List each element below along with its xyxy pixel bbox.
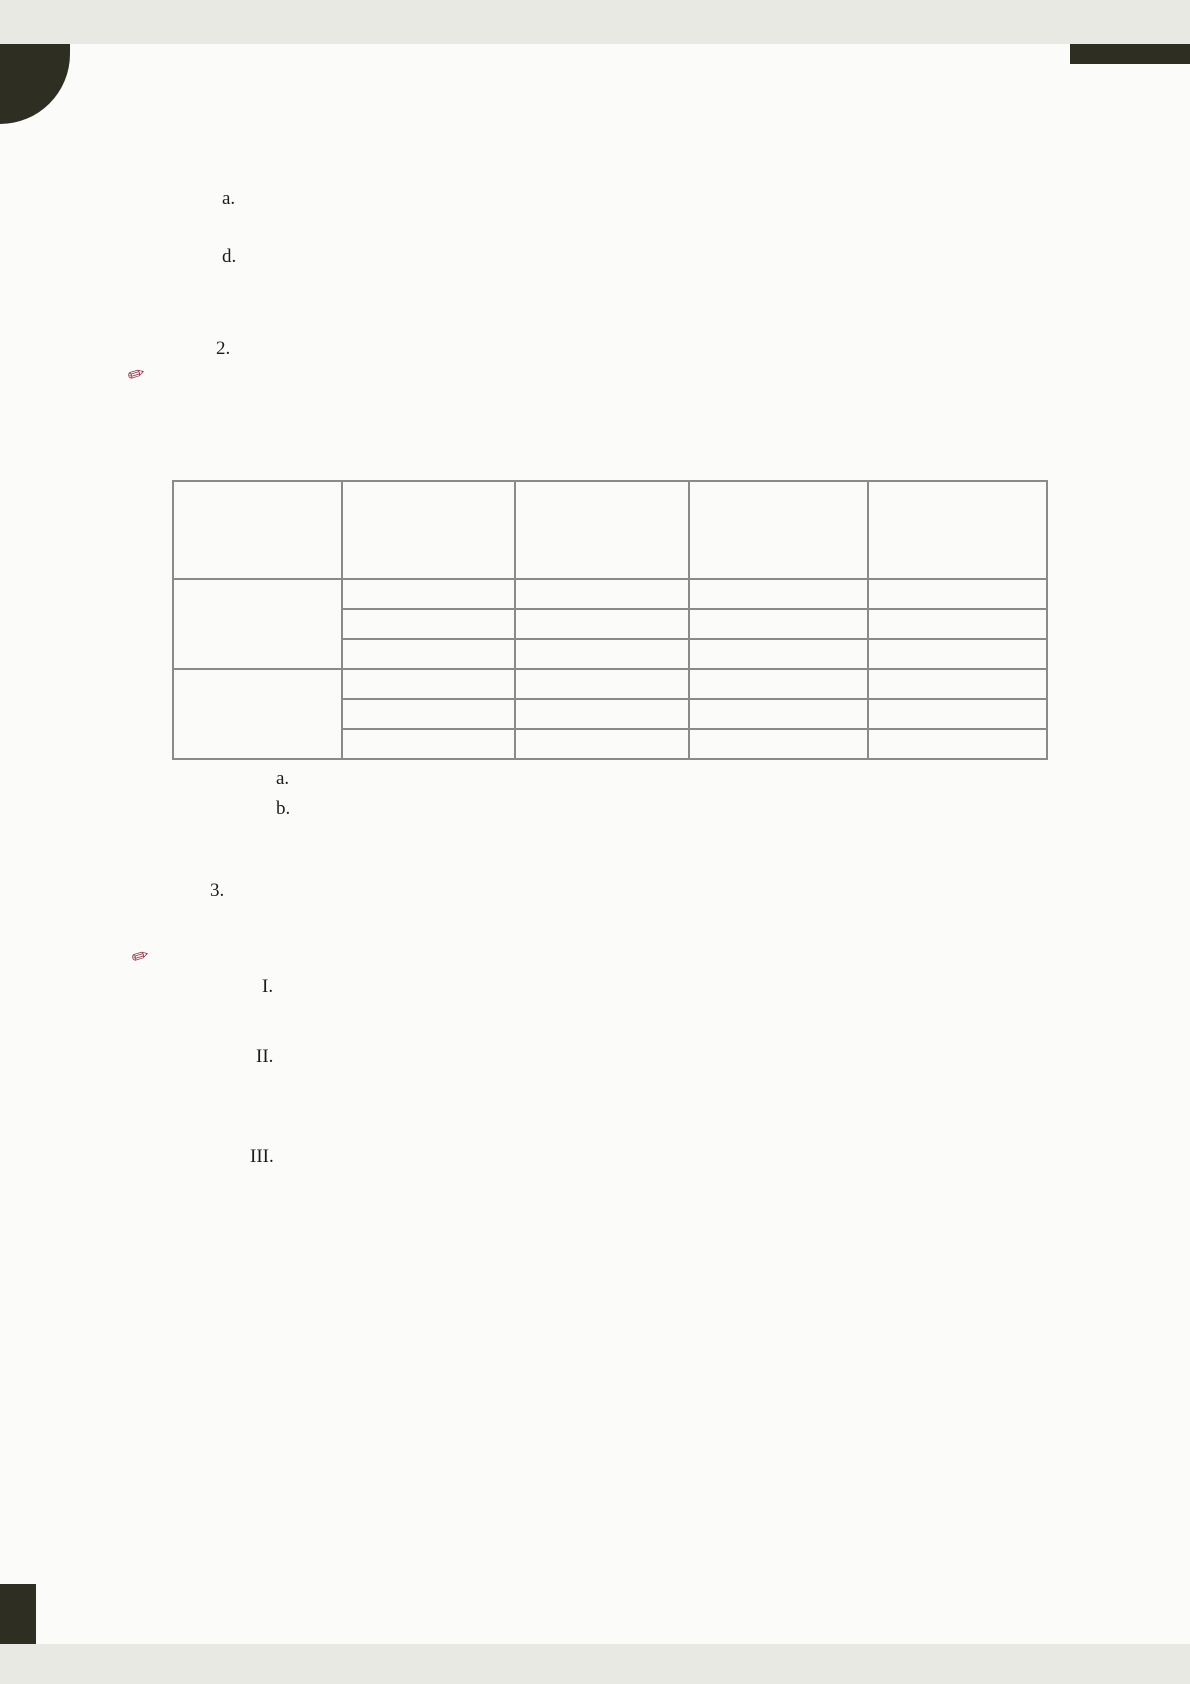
table-cell: [342, 639, 515, 669]
table-cell: [868, 729, 1047, 759]
table-row: [173, 669, 1047, 699]
table-cell: [689, 639, 868, 669]
column-header: [689, 481, 868, 579]
q2-item-a-number: a.: [276, 768, 290, 789]
table-cell: [689, 699, 868, 729]
handwritten-margin-mark: ✎: [125, 942, 155, 970]
item-b-number: d.: [222, 246, 237, 267]
item-a-number: a.: [222, 188, 236, 209]
scan-shadow-top-left: [0, 44, 70, 124]
table-cell: [868, 699, 1047, 729]
table-cell: [868, 579, 1047, 609]
group-label: [173, 579, 342, 669]
column-header: [868, 481, 1047, 579]
column-header: [173, 481, 342, 579]
q2-item-b-number: b.: [276, 798, 291, 819]
table-cell: [342, 579, 515, 609]
table-cell: [342, 669, 515, 699]
table-cell: [515, 579, 688, 609]
table-cell: [689, 609, 868, 639]
table-cell: [689, 579, 868, 609]
table-cell: [515, 609, 688, 639]
table-cell: [342, 609, 515, 639]
table-cell: [515, 729, 688, 759]
scan-shadow-bottom-left: [0, 1584, 36, 1644]
problem-2-number: 2.: [216, 338, 231, 359]
table-cell: [868, 639, 1047, 669]
column-header: [342, 481, 515, 579]
table-cell: [868, 669, 1047, 699]
table-cell: [515, 699, 688, 729]
handwritten-margin-mark: ✎: [121, 360, 151, 388]
table-cell: [342, 729, 515, 759]
scan-shadow-top-right: [1070, 44, 1190, 64]
table-cell: [689, 729, 868, 759]
problem-3-number: 3.: [210, 880, 225, 901]
table-cell: [515, 639, 688, 669]
results-table: [172, 480, 1048, 760]
table-cell: [342, 699, 515, 729]
scanned-page: [0, 44, 1190, 1644]
step-3-number: III.: [250, 1146, 274, 1167]
step-1-number: I.: [262, 976, 274, 997]
table-cell: [868, 609, 1047, 639]
step-2-number: II.: [256, 1046, 274, 1067]
table-cell: [689, 669, 868, 699]
column-header: [515, 481, 688, 579]
table-header-row: [173, 481, 1047, 579]
table-cell: [515, 669, 688, 699]
table-row: [173, 579, 1047, 609]
group-label: [173, 669, 342, 759]
